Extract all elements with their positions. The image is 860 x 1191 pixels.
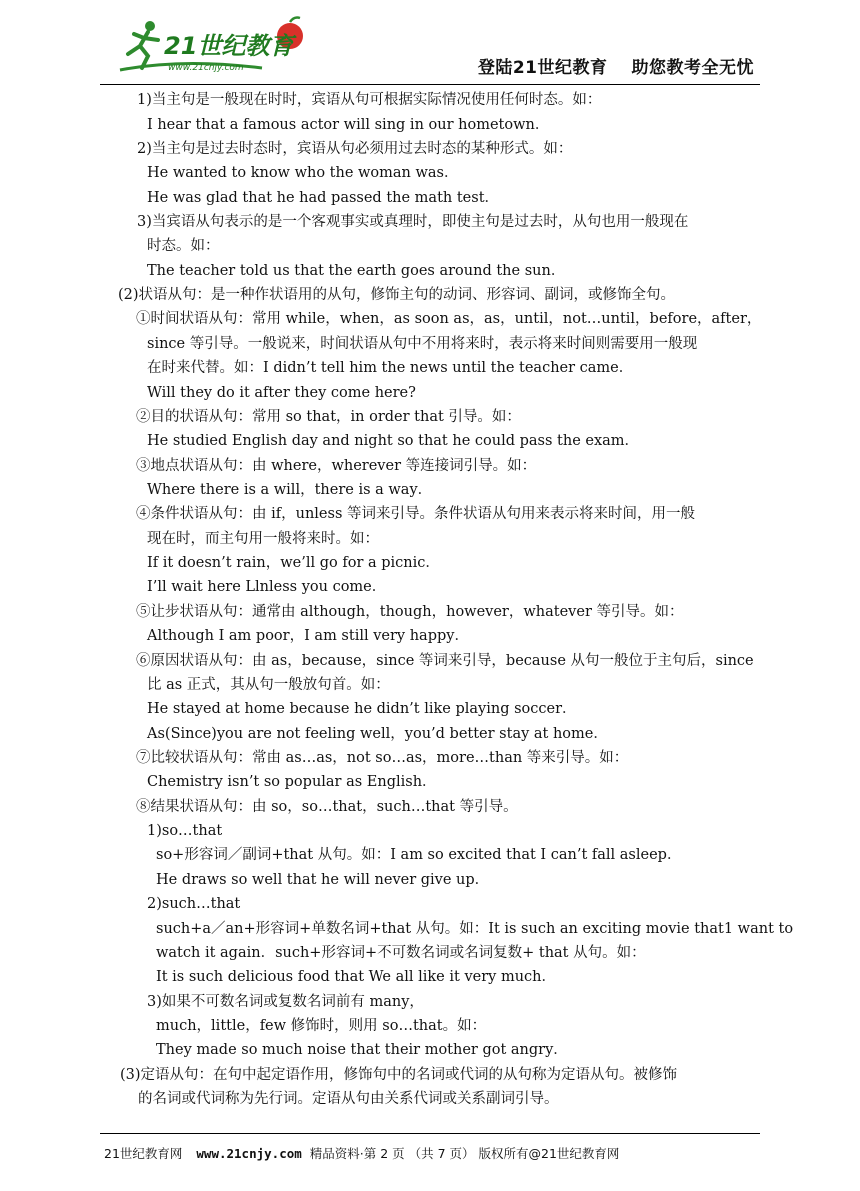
footer-site-url[interactable]: www.21cnjy.com xyxy=(196,1146,302,1161)
text-line: since 等引导。一般说来，时间状语从句中不用将来时，表示将来时间则需要用一般现 xyxy=(147,336,698,352)
text-line: ⑥原因状语从句：由 as，because，since 等词来引导，because 从句一般位于主句后，since xyxy=(136,653,754,669)
text-line: Although I am poor，I am still very happy． xyxy=(147,628,469,644)
footer-site-name: 21世纪教育网 xyxy=(104,1146,183,1161)
section-heading: (2)状语从句：是一种作状语用的从句，修饰主句的动词、形容词、副词，或修饰全句。 xyxy=(118,287,676,303)
slogan-right: 助您教考全无忧 xyxy=(631,58,754,78)
text-line: I’ll wait here Llnless you come． xyxy=(147,579,387,595)
text-line: 现在时，而主句用一般将来时。如： xyxy=(147,531,379,547)
logo-url: www.21cnjy.com xyxy=(168,63,244,73)
text-line: They made so much noise that their mother got angry． xyxy=(156,1042,568,1058)
text-line: so+形容词／副词+that 从句。如：I am so excited that I can’t fall asleep． xyxy=(156,847,682,863)
site-logo xyxy=(112,10,312,80)
text-line: ⑤让步状语从句：通常由 although，though，however，whatever 等引导。如： xyxy=(136,604,684,620)
page-footer xyxy=(100,1133,760,1174)
slogan-left: 登陆21世纪教育 xyxy=(477,58,608,78)
text-line: 时态。如： xyxy=(147,238,220,254)
text-line: 1)so…that xyxy=(147,823,223,839)
text-line: ⑧结果状语从句：由 so，so…that，such…that 等引导。 xyxy=(136,799,518,815)
section-heading: (3)定语从句：在句中起定语作用，修饰句中的名词或代词的从句称为定语从句。被修饰 xyxy=(120,1067,678,1083)
text-line: 3)当宾语从句表示的是一个客观事实或真理时，即使主句是过去时，从句也用一般现在 xyxy=(137,214,689,230)
text-line: 2)当主句是过去时态时，宾语从句必须用过去时态的某种形式。如： xyxy=(137,141,573,157)
text-line: Chemistry isn’t so popular as English． xyxy=(147,774,437,790)
text-line: He was glad that he had passed the math test． xyxy=(147,190,500,206)
text-line: It is such delicious food that We all like it very much． xyxy=(156,969,556,985)
text-line: Where there is a will，there is a way． xyxy=(147,482,433,498)
text-line: If it doesn’t rain，we’ll go for a picnic． xyxy=(147,555,440,571)
text-line: I hear that a famous actor will sing in our hometown． xyxy=(147,117,550,133)
text-line: ②目的状语从句：常用 so that，in order that 引导。如： xyxy=(136,409,521,425)
text-line: 比 as 正式，其从句一般放句首。如： xyxy=(147,677,390,693)
text-line: 3)如果不可数名词或复数名词前有 many， xyxy=(147,994,424,1010)
text-line: watch it again．such+形容词+不可数名词或名词复数+ that 从句。如： xyxy=(156,945,646,961)
text-line: 的名词或代词称为先行词。定语从句由关系代词或关系副词引导。 xyxy=(138,1091,559,1107)
text-line: Will they do it after they come here? xyxy=(147,385,416,401)
text-line: ④条件状语从句：由 if，unless 等词来引导。条件状语从句用来表示将来时间，用一般 xyxy=(136,506,695,522)
text-line: He stayed at home because he didn’t like playing soccer． xyxy=(147,701,577,717)
text-line: 1)当主句是一般现在时时，宾语从句可根据实际情况使用任何时态。如： xyxy=(137,92,602,108)
text-line: He studied English day and night so that he could pass the exam． xyxy=(147,433,640,449)
page-header xyxy=(100,0,760,85)
header-slogan xyxy=(478,53,754,78)
text-line: ⑦比较状语从句：常由 as…as，not so…as，more…than 等来引导。如： xyxy=(136,750,629,766)
logo-figure-body-icon xyxy=(128,32,158,68)
text-line: As(Since)you are not feeling well，you’d better stay at home． xyxy=(147,726,608,742)
text-line: 在时来代替。如：I didn’t tell him the news until the teacher came． xyxy=(147,360,634,376)
text-line: 2)such…that xyxy=(147,896,241,912)
text-line: The teacher told us that the earth goes around the sun． xyxy=(147,263,566,279)
text-line: ③地点状语从句：由 where，wherever 等连接词引导。如： xyxy=(136,458,537,474)
text-line: He draws so well that he will never give up． xyxy=(156,872,490,888)
logo-figure-head-icon xyxy=(145,21,155,31)
logo-text: 21世纪教育 xyxy=(164,32,294,60)
text-line: such+a／an+形容词+单数名词+that 从句。如：It is such an exciting movie that1 want to xyxy=(156,921,794,937)
text-line: ①时间状语从句：常用 while，when，as soon as，as，until，not…until，before，after， xyxy=(136,311,762,327)
footer-page-info: 精品资料·第 2 页 （共 7 页） 版权所有@21世纪教育网 xyxy=(309,1146,620,1161)
text-line: much，little，few 修饰时，则用 so…that。如： xyxy=(156,1018,487,1034)
text-line: He wanted to know who the woman was． xyxy=(147,165,459,181)
footer-text xyxy=(104,1144,619,1162)
